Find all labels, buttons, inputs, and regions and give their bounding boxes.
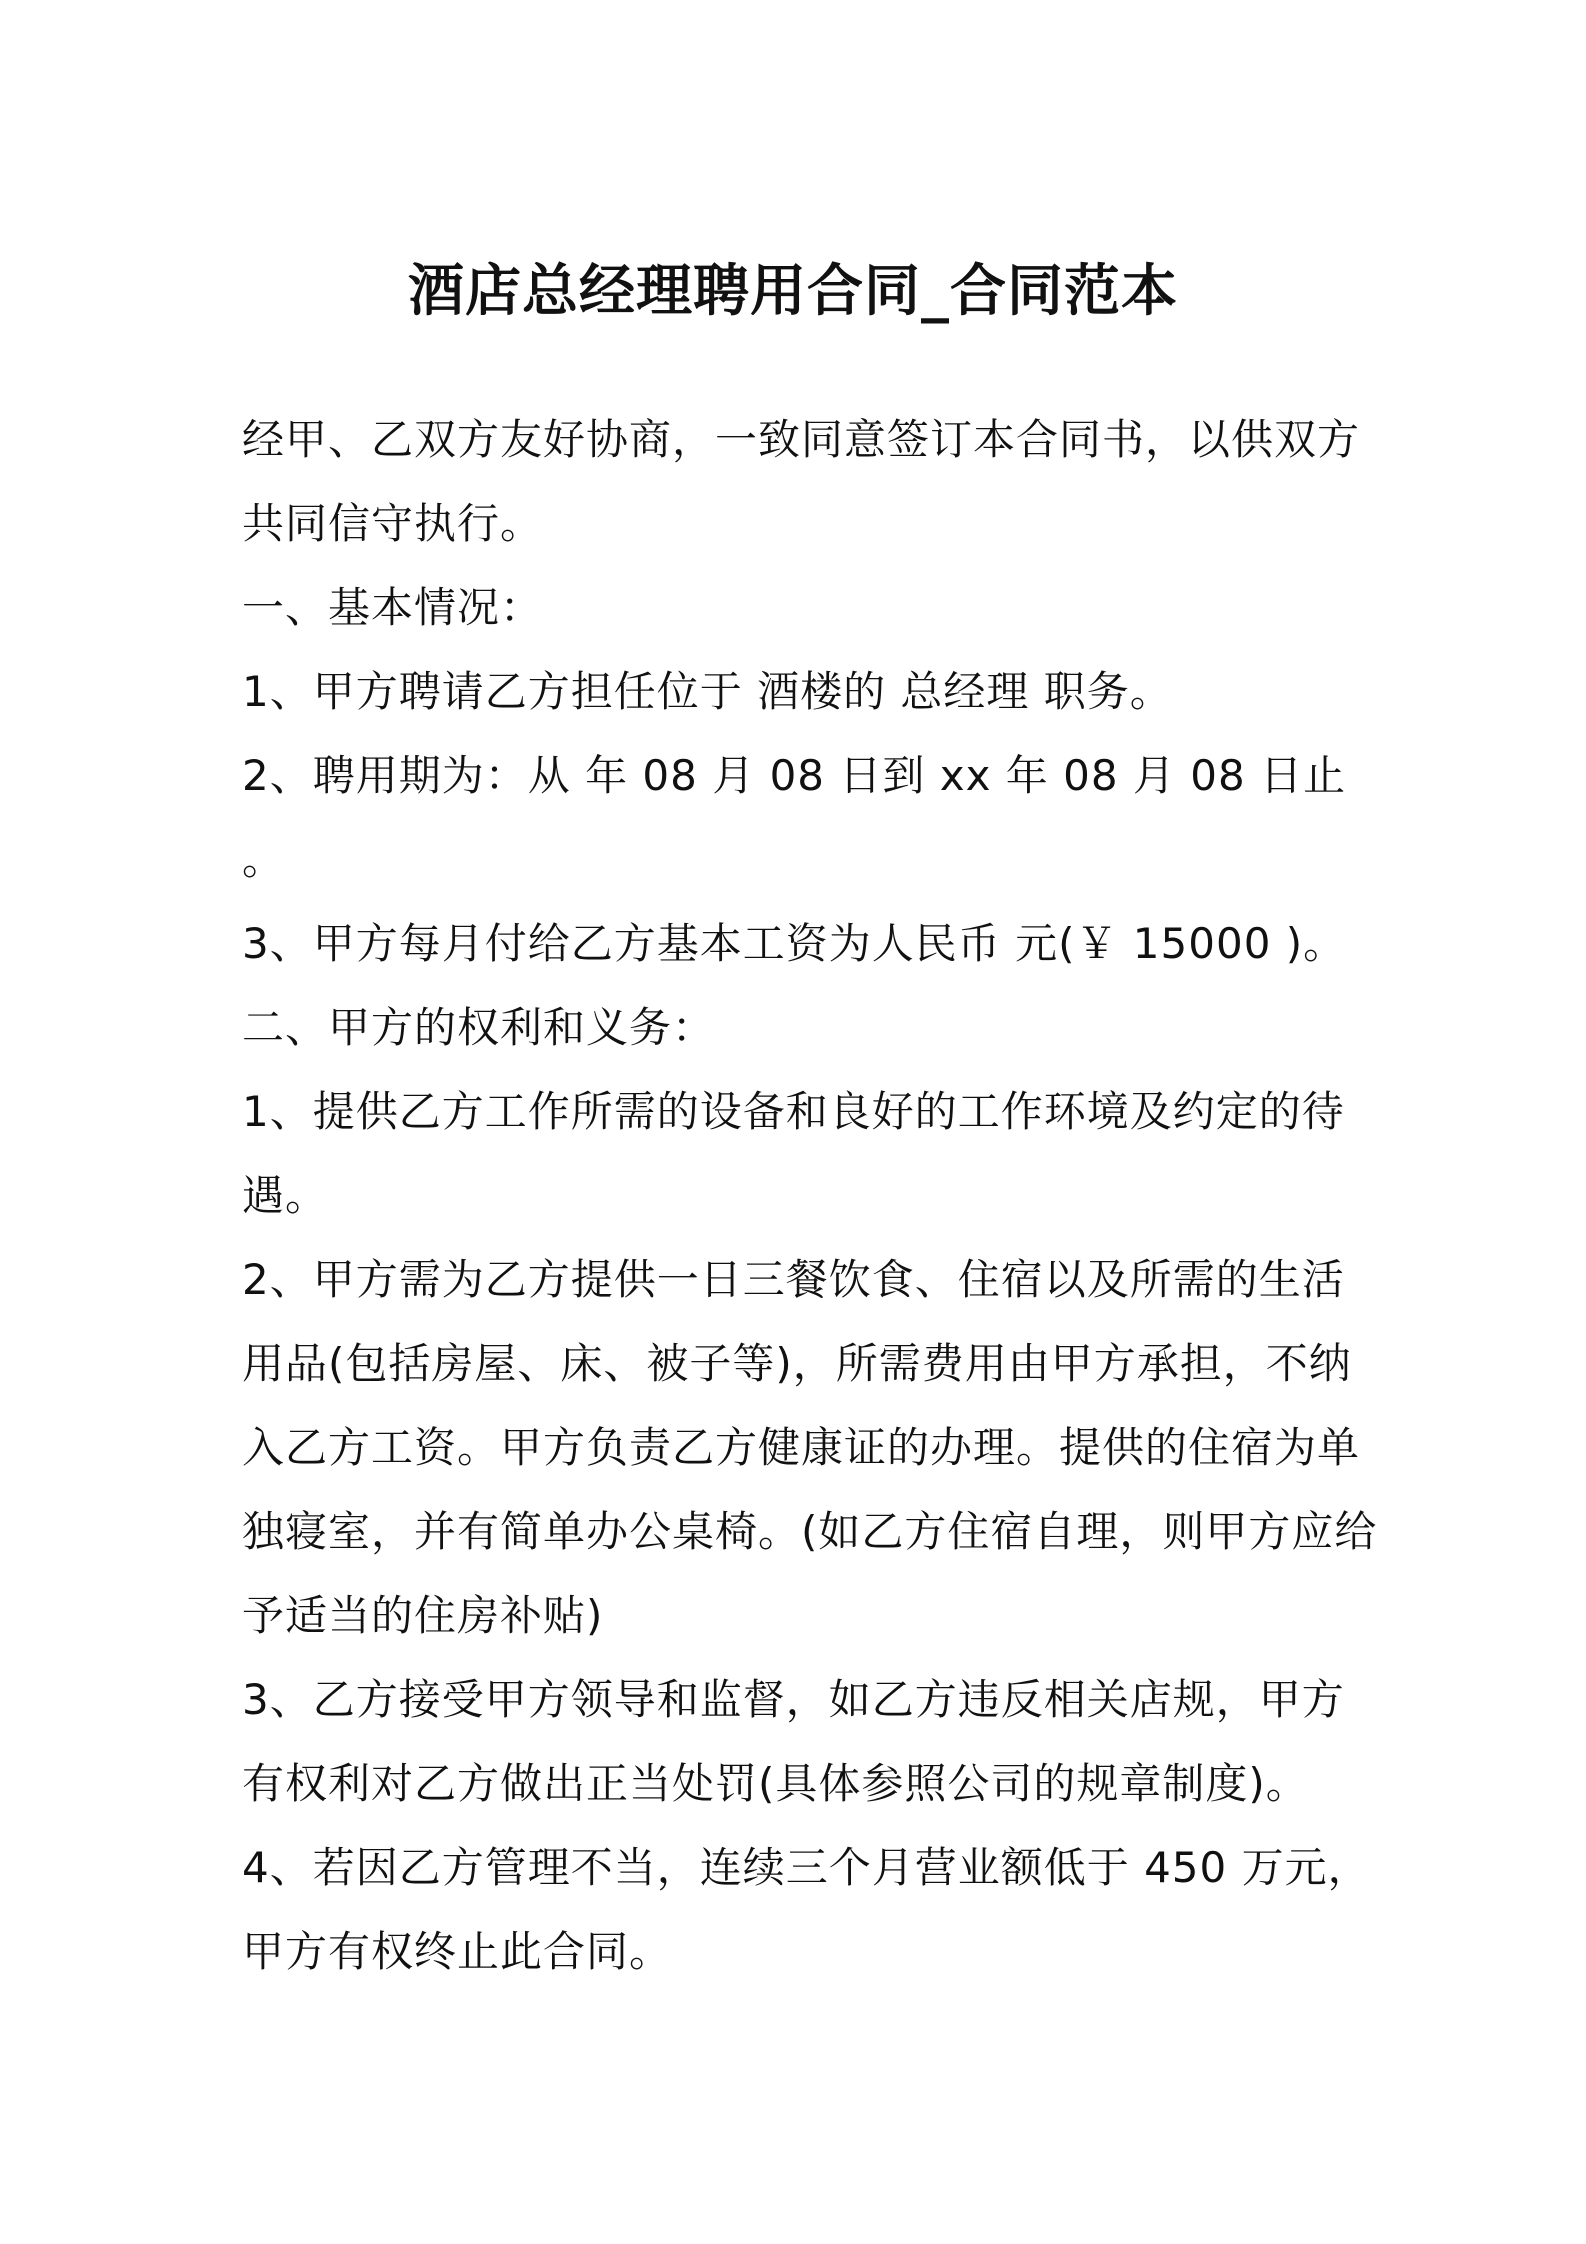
- paragraph-line: 独寝室，并有简单办公桌椅。(如乙方住宿自理，则甲方应给: [242, 1507, 1378, 1556]
- paragraph-line: 经甲、乙双方友好协商，一致同意签订本合同书，以供双方: [242, 415, 1361, 464]
- paragraph-line: 用品(包括房屋、床、被子等)，所需费用由甲方承担，不纳: [242, 1339, 1352, 1388]
- paragraph-line: 予适当的住房补贴): [242, 1591, 604, 1640]
- paragraph-line: 4、若因乙方管理不当，连续三个月营业额低于 450 万元，: [242, 1843, 1371, 1892]
- paragraph-line: 。: [242, 835, 286, 884]
- paragraph-line: 2、聘用期为：从 年 08 月 08 日到 xx 年 08 月 08 日止: [242, 751, 1347, 800]
- paragraph-line: 3、乙方接受甲方领导和监督，如乙方违反相关店规，甲方: [242, 1675, 1345, 1724]
- paragraph-line: 2、甲方需为乙方提供一日三餐饮食、住宿以及所需的生活: [242, 1255, 1345, 1304]
- paragraph-line: 遇。: [242, 1171, 329, 1220]
- paragraph-line: 共同信守执行。: [242, 499, 544, 548]
- paragraph-line: 1、提供乙方工作所需的设备和良好的工作环境及约定的待: [242, 1087, 1345, 1136]
- document-title: 酒店总经理聘用合同_合同范本: [408, 259, 1178, 324]
- paragraph-line: 入乙方工资。甲方负责乙方健康证的办理。提供的住宿为单: [242, 1423, 1361, 1472]
- paragraph-line: 有权利对乙方做出正当处罚(具体参照公司的规章制度)。: [242, 1759, 1309, 1808]
- paragraph-line: 1、甲方聘请乙方担任位于 酒楼的 总经理 职务。: [242, 667, 1173, 716]
- section-heading-basic: 一、基本情况：: [242, 583, 544, 632]
- paragraph-line: 甲方有权终止此合同。: [242, 1927, 673, 1976]
- section-heading-rights: 二、甲方的权利和义务：: [242, 1003, 716, 1052]
- paragraph-line: 3、甲方每月付给乙方基本工资为人民币 元(￥ 15000 )。: [242, 919, 1347, 968]
